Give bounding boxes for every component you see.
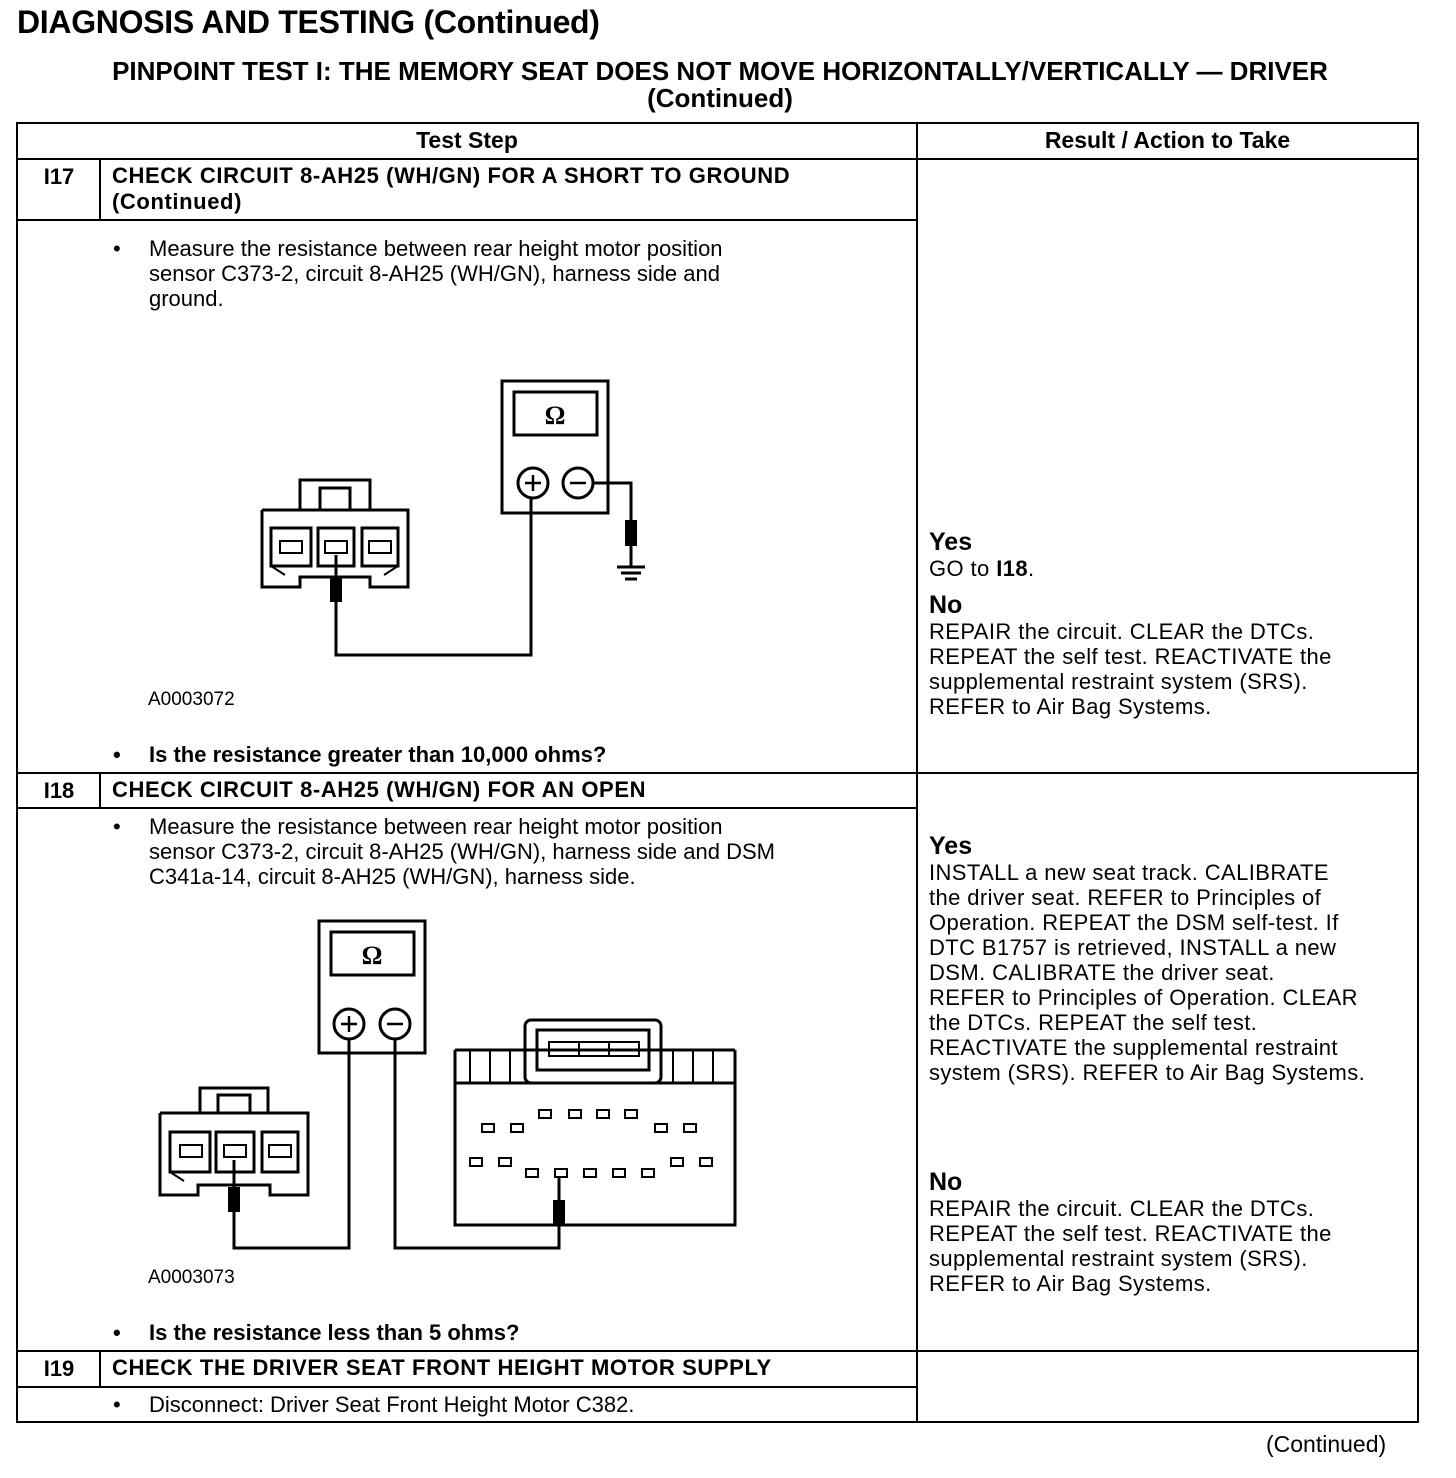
- bullet-icon: •: [113, 236, 121, 261]
- header-divider: [16, 158, 1419, 160]
- i18-result-no: [929, 1168, 1332, 1296]
- table-border-bottom: [16, 1421, 1419, 1423]
- i18-instruction-line2: sensor C373-2, circuit 8-AH25 (WH/GN), harness side and DSM: [149, 839, 775, 864]
- i17-no-action-line3: supplemental restraint system (SRS).: [929, 669, 1308, 694]
- i17-yes-label: Yes: [929, 528, 973, 556]
- i17-no-action-line2: REPEAT the self test. REACTIVATE the: [929, 644, 1332, 669]
- link-i18[interactable]: I18: [996, 556, 1028, 581]
- i18-yes-action: [929, 860, 1365, 1085]
- probe-tip: [228, 1187, 240, 1212]
- i17-no-label: No: [929, 591, 963, 619]
- page-title: DIAGNOSIS AND TESTING (Continued): [17, 4, 600, 40]
- i18-no-label: No: [929, 1168, 963, 1196]
- i18-yes-action-line6: REFER to Principles of Operation. CLEAR: [929, 985, 1358, 1010]
- i17-no-action-line4: REFER to Air Bag Systems.: [929, 694, 1212, 719]
- i17-instruction-line2: sensor C373-2, circuit 8-AH25 (WH/GN), harness side and: [149, 261, 720, 286]
- i17-result: [929, 528, 1332, 719]
- i18-no-action-line1: REPAIR the circuit. CLEAR the DTCs.: [929, 1196, 1315, 1221]
- header-result: Result / Action to Take: [1044, 127, 1291, 153]
- ohm-symbol: Ω: [361, 941, 383, 970]
- meter-terminals: [341, 1016, 403, 1032]
- i18-yes-label: Yes: [929, 832, 973, 860]
- i17-instruction-line3: ground.: [149, 286, 224, 311]
- i18-yes-action-line1: INSTALL a new seat track. CALIBRATE: [929, 860, 1329, 885]
- i18-no-action-line3: supplemental restraint system (SRS).: [929, 1246, 1308, 1271]
- i19-title-divider: [16, 1386, 918, 1388]
- step-id-i17: I17: [43, 164, 75, 189]
- i18-yes-action-line9: system (SRS). REFER to Air Bag Systems.: [929, 1060, 1366, 1085]
- i17-no-action-line1: REPAIR the circuit. CLEAR the DTCs.: [929, 619, 1315, 644]
- probe-tip: [553, 1200, 565, 1226]
- pinpoint-test-title-line1: PINPOINT TEST I: THE MEMORY SEAT DOES NOT MOVE HORIZONTALLY/VERTICALLY — DRIVER: [112, 56, 1328, 86]
- i17-yes-action: [929, 556, 1332, 581]
- i17-wiring-diagram: [250, 375, 670, 665]
- i18-result-yes: [929, 832, 1365, 1085]
- figure-id-a0003072: A0003072: [148, 689, 235, 710]
- i17-instruction-line1: Measure the resistance between rear height motor position: [149, 236, 723, 261]
- bullet-icon: •: [113, 742, 121, 767]
- bullet-icon: •: [113, 814, 121, 839]
- step-title-i17-line2: (Continued): [112, 189, 243, 214]
- i18-instruction-line1: Measure the resistance between rear height motor position: [149, 814, 723, 839]
- header-test-step: Test Step: [416, 127, 518, 153]
- connector-c341a: [455, 1020, 735, 1225]
- i17-yes-action-post: .: [1028, 556, 1035, 581]
- i18-yes-action-line8: REACTIVATE the supplemental restraint: [929, 1035, 1338, 1060]
- i18-no-action-line2: REPEAT the self test. REACTIVATE the: [929, 1221, 1332, 1246]
- i18-no-action-line4: REFER to Air Bag Systems.: [929, 1271, 1212, 1296]
- i17-no-action: [929, 619, 1332, 719]
- figure-id-a0003073: A0003073: [148, 1267, 235, 1288]
- step-title-i17: [112, 163, 790, 215]
- step-id-i18: I18: [43, 778, 75, 803]
- i19-instruction-text: Disconnect: Driver Seat Front Height Motor C382.: [149, 1392, 635, 1417]
- pinpoint-test-title-line2: (Continued): [647, 83, 793, 113]
- i18-row-divider: [16, 1350, 1419, 1352]
- step-title-i19: CHECK THE DRIVER SEAT FRONT HEIGHT MOTOR SUPPLY: [112, 1355, 772, 1380]
- ohm-symbol: Ω: [544, 401, 566, 430]
- i18-yes-action-line7: the DTCs. REPEAT the self test.: [929, 1010, 1258, 1035]
- i18-yes-action-line3: Operation. REPEAT the DSM self-test. If: [929, 910, 1339, 935]
- meter-terminals: [525, 475, 586, 491]
- step-title-i17-line1: CHECK CIRCUIT 8-AH25 (WH/GN) FOR A SHORT TO GROUND: [112, 163, 791, 188]
- probe-tip: [625, 520, 637, 546]
- i18-title-divider: [16, 807, 918, 809]
- bullet-icon: •: [113, 1392, 121, 1417]
- connector-pins: [470, 1110, 712, 1177]
- i17-title-divider: [16, 219, 918, 221]
- i18-no-action: [929, 1196, 1332, 1296]
- i17-row-divider: [16, 772, 1419, 774]
- i18-yes-action-line2: the driver seat. REFER to Principles of: [929, 885, 1322, 910]
- step-id-i19: I19: [43, 1356, 75, 1381]
- table-border-top: [16, 122, 1419, 124]
- i18-question-text: Is the resistance less than 5 ohms?: [149, 1320, 520, 1345]
- i17-question-text: Is the resistance greater than 10,000 ohms?: [149, 742, 607, 767]
- bullet-icon: •: [113, 1320, 121, 1345]
- i18-instruction-line3: C341a-14, circuit 8-AH25 (WH/GN), harness side.: [149, 864, 636, 889]
- step-title-i18: CHECK CIRCUIT 8-AH25 (WH/GN) FOR AN OPEN: [112, 777, 647, 802]
- probe-tip: [330, 578, 342, 602]
- continued-footer: (Continued): [1266, 1431, 1387, 1457]
- i18-yes-action-line5: DSM. CALIBRATE the driver seat.: [929, 960, 1275, 985]
- i18-wiring-diagram: [150, 915, 750, 1255]
- pinpoint-test-title: [0, 58, 1440, 112]
- i18-yes-action-line4: DTC B1757 is retrieved, INSTALL a new: [929, 935, 1337, 960]
- i17-yes-action-pre: GO to: [929, 556, 997, 581]
